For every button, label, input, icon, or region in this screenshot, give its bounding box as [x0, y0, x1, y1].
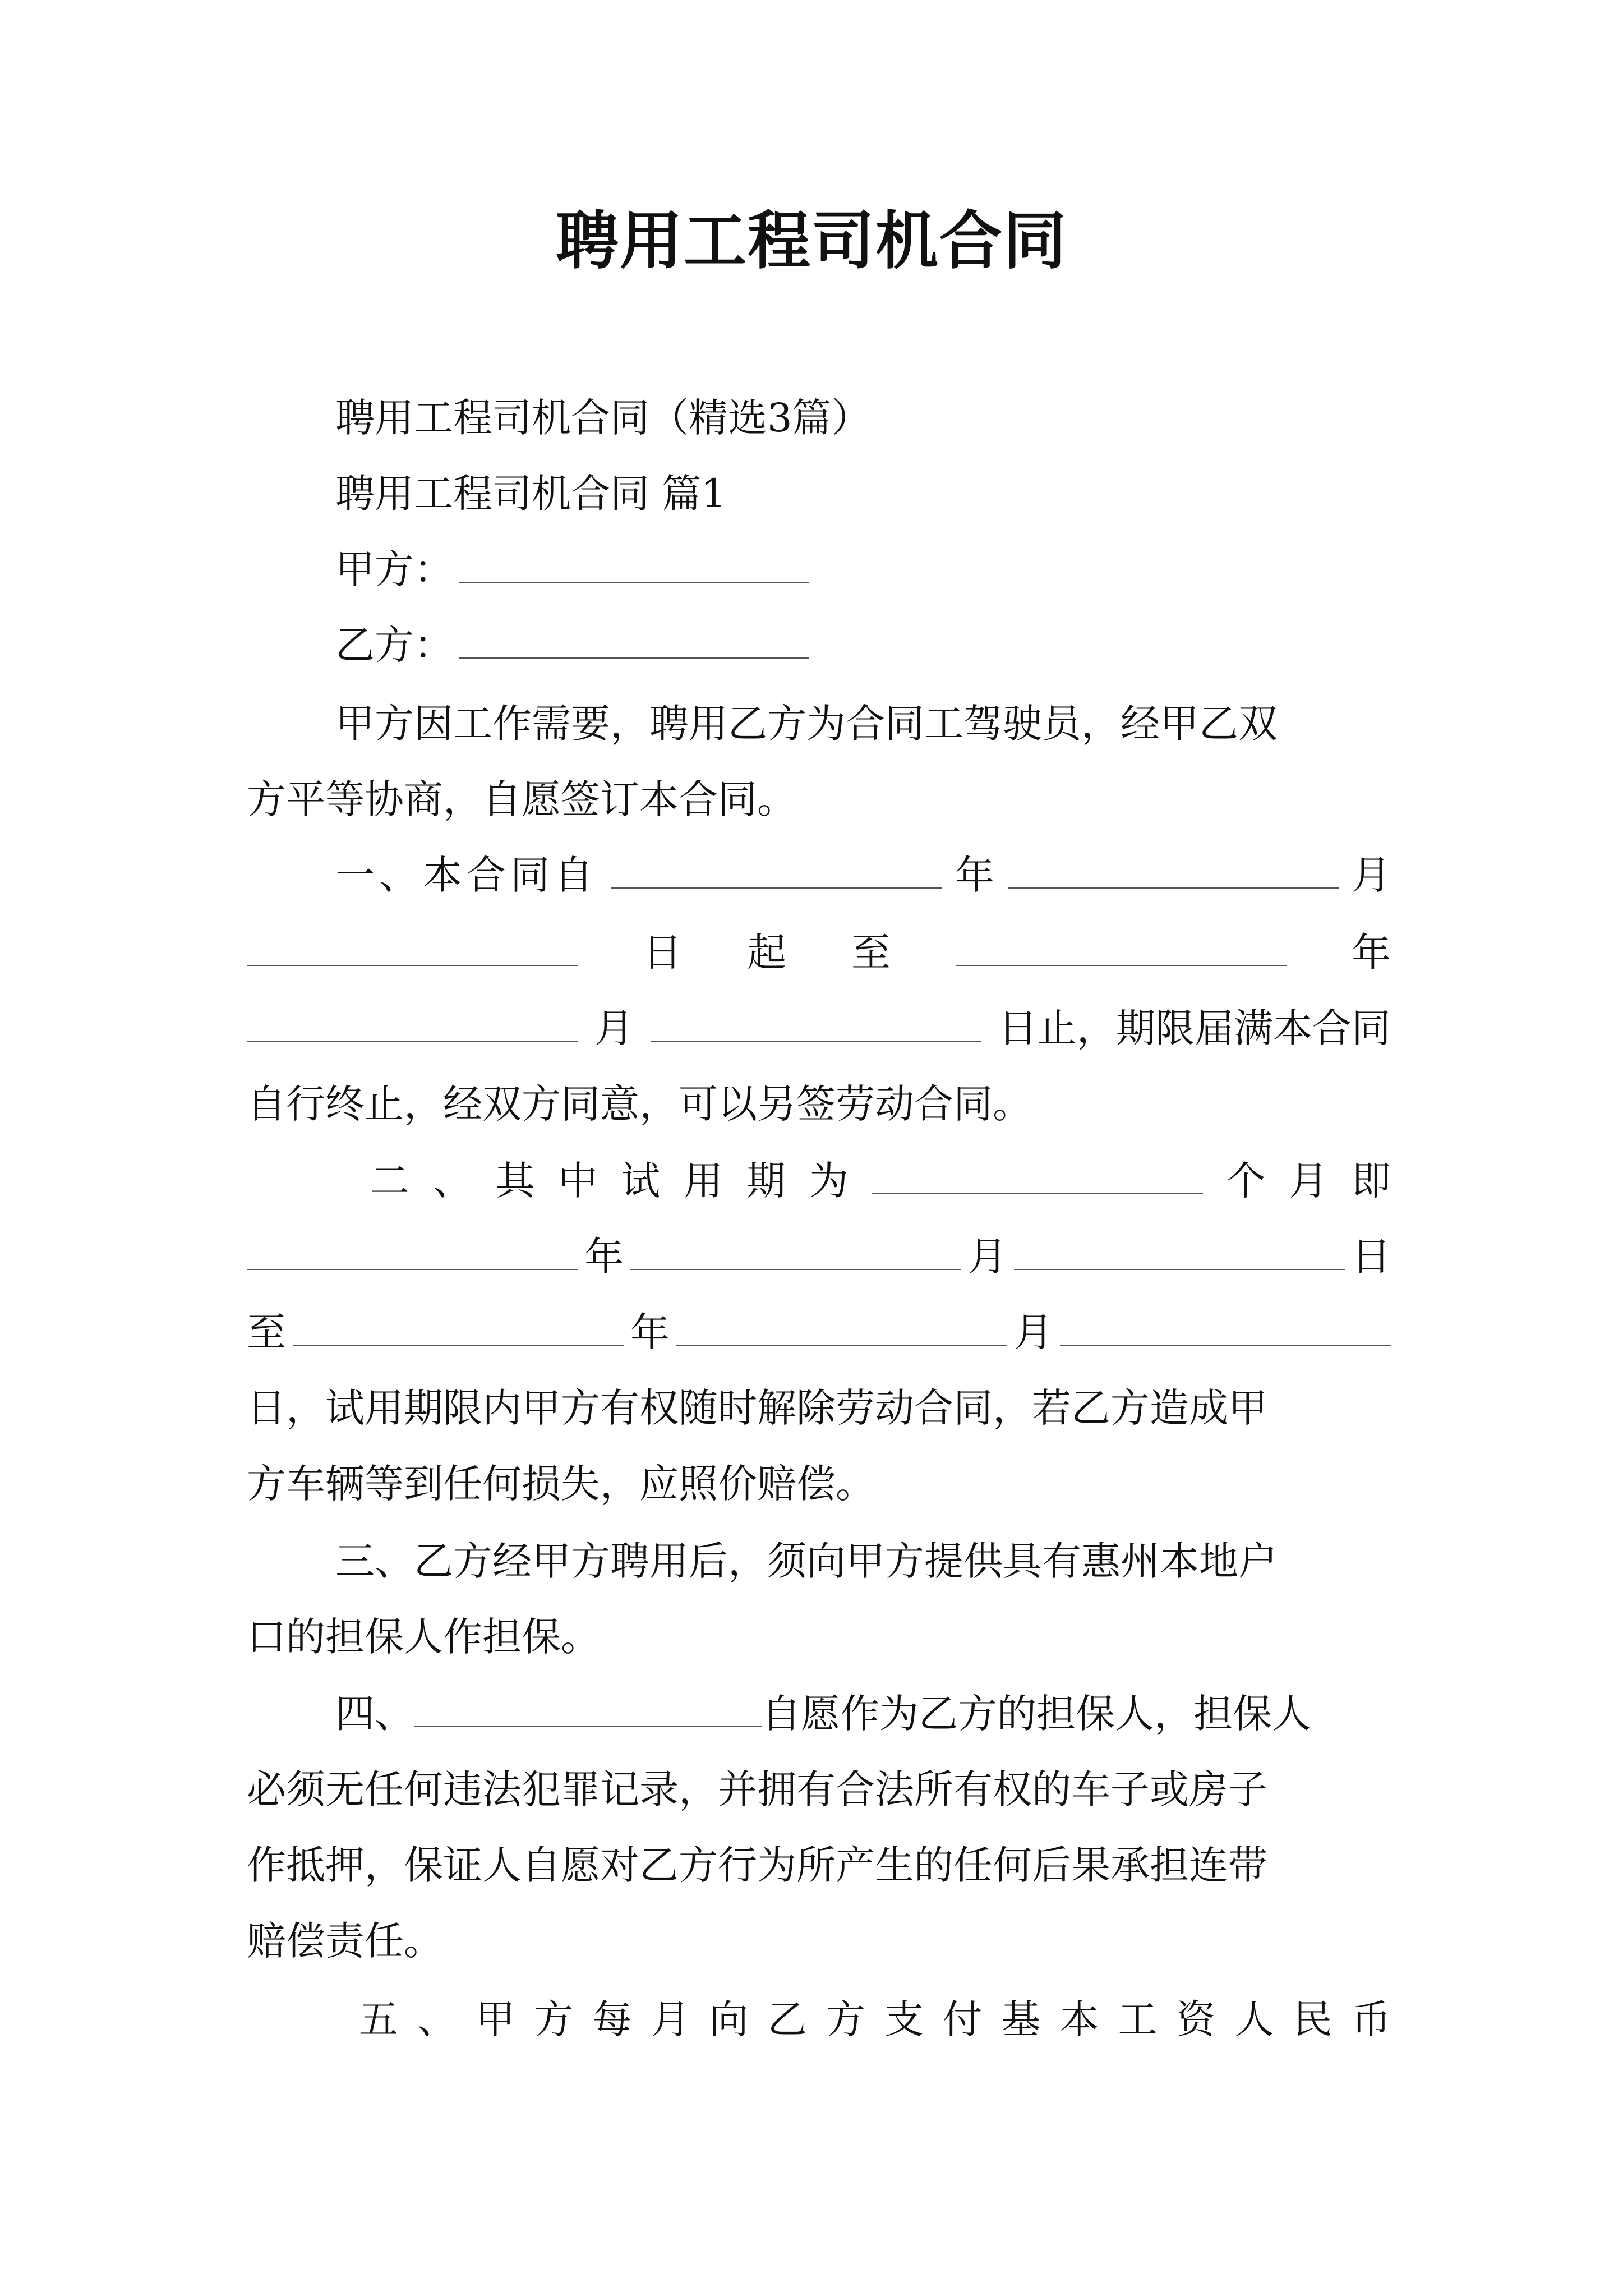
- clause2-char: 为: [809, 1158, 849, 1204]
- clause4-line-3: 作抵押，保证人自愿对乙方行为所产生的任何后果承担连带: [247, 1842, 1267, 1888]
- clause2-line-1: [370, 1153, 1391, 1209]
- party-b-line: [335, 617, 809, 673]
- party-b-blank[interactable]: [459, 623, 809, 659]
- clause5-char: 五: [359, 1996, 398, 2042]
- clause1-from-label: 起: [747, 930, 786, 976]
- clause2-day-blank[interactable]: [1014, 1234, 1345, 1270]
- clause5-char: 向: [709, 1996, 749, 2042]
- clause5-char: 方: [826, 1996, 865, 2042]
- clause1-line-3: [247, 1000, 1391, 1056]
- clause2-char: 试: [621, 1158, 661, 1204]
- clause1-line-1: [335, 847, 1391, 903]
- clause2-end-month-blank[interactable]: [676, 1310, 1007, 1346]
- clause1-year-label: 年: [955, 852, 994, 898]
- clause5-char: 付: [943, 1996, 983, 2042]
- clause2-char: 即: [1351, 1158, 1391, 1204]
- clause1-end-month-blank[interactable]: [247, 1006, 578, 1042]
- clause4-line-1: [335, 1686, 1311, 1742]
- clause5-char: 本: [1059, 1996, 1099, 2042]
- clause1-to-label: 至: [851, 930, 891, 976]
- clause3-line-1: 三、乙方经甲方聘用后，须向甲方提供具有惠州本地户: [335, 1538, 1278, 1584]
- clause2-char: 月: [1289, 1158, 1329, 1204]
- clause1-line-4: 自行终止，经双方同意，可以另签劳动合同。: [247, 1081, 1032, 1127]
- clause2-months-blank[interactable]: [872, 1158, 1203, 1194]
- party-a-line: [335, 541, 809, 597]
- clause2-line-5: 方车辆等到任何损失，应照价赔偿。: [247, 1461, 875, 1507]
- clause2-line-3: [247, 1304, 1391, 1360]
- clause1-end-year-label: 年: [1352, 930, 1391, 976]
- clause2-year-label: 年: [584, 1234, 624, 1280]
- clause1-day-blank[interactable]: [247, 930, 578, 966]
- clause5-char: 币: [1351, 1996, 1391, 2042]
- intro-line-2: 方平等协商，自愿签订本合同。: [247, 776, 796, 822]
- document-title: 聘用工程司机合同: [556, 204, 1067, 278]
- document-subtitle: 聘用工程司机合同（精选3篇）: [335, 395, 871, 441]
- clause2-char: 用: [684, 1158, 723, 1204]
- clause2-end-year-blank[interactable]: [293, 1310, 624, 1346]
- clause2-to-label: 至: [247, 1309, 286, 1355]
- clause5-char: 资: [1176, 1996, 1216, 2042]
- clause5-char: 乙: [767, 1996, 807, 2042]
- clause4-line-4: 赔偿责任。: [247, 1918, 443, 1964]
- clause2-day-label: 日: [1352, 1234, 1391, 1280]
- clause2-line-4: 日，试用期限内甲方有权随时解除劳动合同，若乙方造成甲: [247, 1385, 1267, 1431]
- clause5-char: 方: [534, 1996, 574, 2042]
- clause5-char: 、: [417, 1996, 457, 2042]
- intro-line-1: 甲方因工作需要，聘用乙方为合同工驾驶员，经甲乙双: [335, 701, 1278, 747]
- clause1-day-label: 日: [643, 930, 682, 976]
- clause5-char: 月: [651, 1996, 690, 2042]
- clause2-month-label: 月: [968, 1234, 1007, 1280]
- clause5-char: 民: [1293, 1996, 1332, 2042]
- clause2-line-2: [247, 1228, 1391, 1285]
- clause1-end-day-blank[interactable]: [651, 1006, 981, 1042]
- clause2-year-blank[interactable]: [247, 1234, 578, 1270]
- clause2-month-blank[interactable]: [630, 1234, 961, 1270]
- clause4-line-1-rest: 自愿作为乙方的担保人，担保人: [762, 1691, 1311, 1737]
- clause1-month-label: 月: [1352, 852, 1391, 898]
- clause1-prefix: 一、本合同自: [335, 852, 598, 898]
- clause2-char: 期: [746, 1158, 786, 1204]
- clause1-month-blank[interactable]: [1008, 853, 1339, 889]
- clause1-end-year-blank[interactable]: [956, 930, 1287, 966]
- clause1-end-rest: 日止，期限届满本合同: [998, 1005, 1391, 1051]
- clause2-end-day-blank[interactable]: [1060, 1310, 1391, 1346]
- section-heading: 聘用工程司机合同 篇1: [335, 471, 726, 517]
- clause5-char: 每: [592, 1996, 632, 2042]
- party-b-label: 乙方：: [335, 622, 453, 668]
- clause2-end-month-label: 月: [1014, 1309, 1053, 1355]
- clause2-char: 中: [558, 1158, 598, 1204]
- clause2-char: 个: [1226, 1158, 1266, 1204]
- clause3-line-2: 口的担保人作担保。: [247, 1614, 600, 1660]
- clause1-end-month-label: 月: [594, 1005, 634, 1051]
- clause2-end-year-label: 年: [630, 1309, 670, 1355]
- clause4-line-2: 必须无任何违法犯罪记录，并拥有合法所有权的车子或房子: [247, 1766, 1267, 1812]
- clause5-line-1: [359, 1991, 1391, 2047]
- clause1-line-2: [247, 924, 1391, 981]
- clause4-prefix: 四、: [335, 1691, 414, 1737]
- clause1-year-blank[interactable]: [611, 853, 942, 889]
- guarantor-blank[interactable]: [414, 1691, 762, 1727]
- clause2-char: 其: [495, 1158, 535, 1204]
- party-a-blank[interactable]: [459, 547, 809, 583]
- clause2-char: 二: [370, 1158, 409, 1204]
- clause5-char: 甲: [476, 1996, 515, 2042]
- clause5-char: 支: [884, 1996, 924, 2042]
- clause5-char: 工: [1118, 1996, 1158, 2042]
- clause5-char: 人: [1234, 1996, 1274, 2042]
- clause2-char: 、: [432, 1158, 472, 1204]
- party-a-label: 甲方：: [335, 546, 453, 592]
- clause5-char: 基: [1001, 1996, 1041, 2042]
